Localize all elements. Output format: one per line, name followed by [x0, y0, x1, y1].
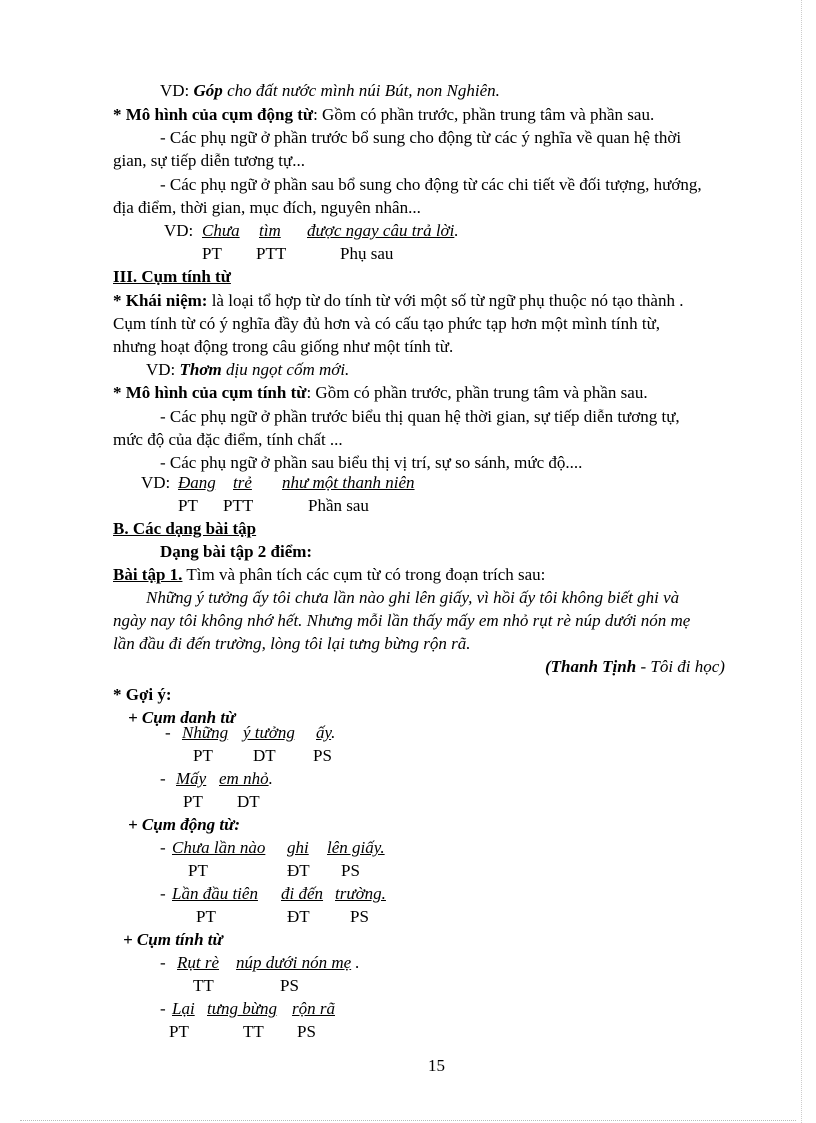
dash: -	[160, 999, 166, 1018]
quote-source: (Thanh Tịnh - Tôi đi học)	[545, 657, 725, 676]
section-heading-cum-tinh-tu: III. Cụm tính từ	[113, 267, 231, 286]
cum-tinh-tu-khai-niem-1: * Khái niệm: là loại tổ hợp từ do tính từ với một số từ ngữ phụ thuộc nó tạo thành .	[113, 291, 684, 310]
dash: -	[160, 838, 166, 857]
dong-tu-ex2-ps: trường.	[335, 884, 386, 903]
dong-tu-ex1-ps: lên giấy.	[327, 838, 385, 857]
dong-tu-ex1-label-dt: ĐT	[287, 861, 310, 880]
dong-tu-ex2-dt: đi đến	[281, 884, 324, 903]
tinh-tu-ex2-label-tt: TT	[243, 1022, 264, 1041]
danh-tu-ex1-label-pt: PT	[193, 746, 213, 765]
page-right-border	[801, 0, 802, 1123]
example2-word-pt: Đang	[178, 473, 216, 492]
cum-tinh-tu-phan-truoc-1: - Các phụ ngữ ở phần trước biểu thị quan hệ thời gian, sự tiếp diễn tương tự,	[160, 407, 680, 426]
tinh-tu-ex2-ps: rộn rã	[292, 999, 335, 1018]
cum-tinh-tu-phan-sau-1: - Các phụ ngữ ở phần sau biểu thị vị trí, sự so sánh, mức độ....	[160, 453, 583, 472]
example-vd-label: VD:	[164, 221, 194, 240]
bai-tap-1: Bài tập 1. Tìm và phân tích các cụm từ có trong đoạn trích sau:	[113, 565, 546, 584]
dong-tu-ex1-dt: ghi	[287, 838, 309, 857]
cum-dong-tu-phan-sau-1: - Các phụ ngữ ở phần sau bổ sung cho động từ các chi tiết về đối tượng, hướng,	[160, 175, 702, 194]
cum-tinh-tu-khai-niem-2: Cụm tính từ có ý nghĩa đầy đủ hơn và có cấu tạo phức tạp hơn một mình tính từ,	[113, 314, 661, 333]
example-word-ptt: tìm	[259, 221, 281, 240]
danh-tu-ex2-pt: Mấy	[176, 769, 207, 788]
cum-tinh-tu-phan-truoc-2: mức độ của đặc điểm, tính chất ...	[113, 430, 343, 449]
cum-dong-tu-phan-truoc-1: - Các phụ ngữ ở phần trước bổ sung cho động từ các ý nghĩa về quan hệ thời	[160, 128, 682, 147]
dong-tu-ex2-pt: Lần đầu tiên	[172, 884, 258, 903]
danh-tu-ex1-pt: Những	[182, 723, 229, 742]
tinh-tu-ex2-label-ps: PS	[297, 1022, 316, 1041]
cum-dong-tu-phan-truoc-2: gian, sự tiếp diễn tương tự...	[113, 151, 305, 170]
example2-label-ptt: PTT	[223, 496, 254, 515]
danh-tu-ex1-dt: ý tưởng	[243, 723, 295, 742]
goi-y-cum-danh-tu: + Cụm danh từ	[128, 708, 236, 727]
quote-line-2: ngày nay tôi không nhớ hết. Nhưng mỗi lần thấy mấy em nhỏ rụt rè núp dưới nón mẹ	[113, 611, 691, 630]
dong-tu-ex1-pt: Chưa lần nào	[172, 838, 266, 857]
example2-word-ps: như một thanh niên	[282, 473, 415, 492]
cum-dong-tu-model: * Mô hình của cụm động từ: Gồm có phần trước, phần trung tâm và phần sau.	[113, 105, 655, 124]
tinh-tu-ex1-label-ps: PS	[280, 976, 299, 995]
example2-label-pt: PT	[178, 496, 198, 515]
example2-word-ptt: trẻ	[233, 473, 252, 492]
example-label-ps: Phụ sau	[340, 244, 394, 263]
goi-y-cum-dong-tu: + Cụm động từ:	[128, 815, 240, 834]
tinh-tu-ex1-label-tt: TT	[193, 976, 214, 995]
example-label-ptt: PTT	[256, 244, 287, 263]
cum-dong-tu-phan-sau-2: địa điểm, thời gian, mục đích, nguyên nhân...	[113, 198, 421, 217]
tinh-tu-ex1-ps: núp dưới nón mẹ .	[236, 953, 360, 972]
tinh-tu-ex1-tt: Rụt rè	[177, 953, 220, 972]
danh-tu-ex2-dt: em nhỏ.	[219, 769, 273, 788]
example-thom: VD: Thơm dịu ngọt cốm mới.	[146, 360, 350, 379]
tinh-tu-ex2-pt: Lại	[172, 999, 195, 1018]
dash: -	[165, 723, 171, 742]
cum-tinh-tu-khai-niem-3: nhưng hoạt động trong câu giống như một tính từ.	[113, 337, 454, 356]
cum-tinh-tu-model: * Mô hình của cụm tính từ: Gồm có phần trước, phần trung tâm và phần sau.	[113, 383, 648, 402]
page-number: 15	[428, 1056, 445, 1075]
example-gop: VD: Góp cho đất nước mình núi Bút, non Nghiên.	[160, 81, 500, 100]
example-label-pt: PT	[202, 244, 222, 263]
dash: -	[160, 769, 166, 788]
danh-tu-ex2-label-pt: PT	[183, 792, 203, 811]
tinh-tu-ex2-label-pt: PT	[169, 1022, 189, 1041]
danh-tu-ex1-ps: ấy.	[316, 723, 336, 742]
dong-tu-ex1-label-ps: PS	[341, 861, 360, 880]
danh-tu-ex1-label-dt: DT	[253, 746, 276, 765]
section-heading-bai-tap: B. Các dạng bài tập	[113, 519, 257, 538]
tinh-tu-ex2-tt: tưng bừng	[207, 999, 278, 1018]
bai-tap-subheading: Dạng bài tập 2 điểm:	[160, 542, 313, 561]
danh-tu-ex2-label-dt: DT	[237, 792, 260, 811]
dong-tu-ex2-label-dt: ĐT	[287, 907, 310, 926]
example-word-ps: được ngay câu trả lời.	[307, 221, 459, 240]
page-bottom-border	[20, 1120, 796, 1121]
example-word-pt: Chưa	[202, 221, 240, 240]
quote-line-1: Những ý tưởng ấy tôi chưa lần nào ghi lên giấy, vì hồi ấy tôi không biết ghi và	[146, 588, 680, 607]
goi-y-label: * Gợi ý:	[113, 685, 172, 704]
example2-vd-label: VD:	[141, 473, 171, 492]
danh-tu-ex1-label-ps: PS	[313, 746, 332, 765]
quote-line-3: lần đầu đi đến trường, lòng tôi lại tưng bừng rộn rã.	[113, 634, 471, 653]
example2-label-ps: Phần sau	[308, 496, 369, 515]
goi-y-cum-tinh-tu: + Cụm tính từ	[123, 930, 223, 949]
dash: -	[160, 884, 166, 903]
dong-tu-ex1-label-pt: PT	[188, 861, 208, 880]
dong-tu-ex2-label-ps: PS	[350, 907, 369, 926]
dash: -	[160, 953, 166, 972]
dong-tu-ex2-label-pt: PT	[196, 907, 216, 926]
